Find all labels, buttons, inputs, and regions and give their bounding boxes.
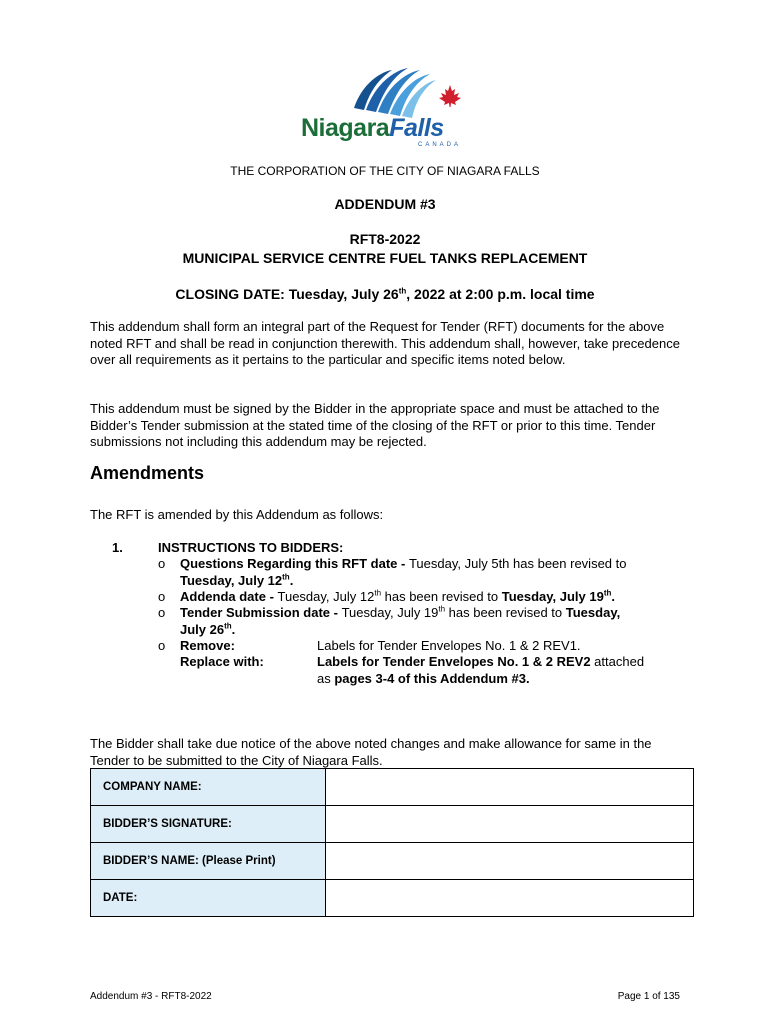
replace-label: Replace with:: [180, 654, 264, 669]
bidder-signature-field[interactable]: [326, 806, 694, 843]
addendum-heading: ADDENDUM #3: [334, 196, 436, 212]
maple-leaf-icon: [438, 84, 462, 108]
remove-label: Remove:: [180, 638, 235, 653]
bullet-marker: o: [158, 605, 166, 620]
bidder-signature-label: BIDDER’S SIGNATURE:: [91, 806, 326, 843]
amendments-heading: Amendments: [90, 463, 205, 483]
date-field[interactable]: [326, 880, 694, 917]
remove-text: Labels for Tender Envelopes No. 1 & 2 REV1.: [317, 638, 581, 653]
bullet-submission-date: Tender Submission date - Tuesday, July 19th has been revised to Tuesday, July 26th.: [180, 604, 621, 637]
niagara-falls-logo: [296, 62, 466, 158]
table-row: [91, 880, 694, 917]
logo-subtitle: CANADA: [418, 142, 462, 148]
item-heading: INSTRUCTIONS TO BIDDERS:: [158, 540, 344, 555]
date-label: DATE:: [91, 880, 326, 917]
document-title: MUNICIPAL SERVICE CENTRE FUEL TANKS REPLACEMENT: [182, 250, 588, 266]
bullet-questions-date: Questions Regarding this RFT date - Tuesday, July 5th has been revised to Tuesday, July 12th.: [180, 556, 627, 588]
footer-document-id: Addendum #3 - RFT8-2022: [90, 991, 212, 1002]
bidder-name-label: BIDDER’S NAME: (Please Print): [91, 843, 326, 880]
rft-number: RFT8-2022: [349, 231, 421, 247]
bullet-marker: o: [158, 589, 166, 604]
bullet-addenda-date: Addenda date - Tuesday, July 12th has been revised to Tuesday, July 19th.: [180, 588, 616, 604]
bullet-marker: o: [158, 638, 166, 653]
paragraph-integral-part: This addendum shall form an integral part of the Request for Tender (RFT) documents for the above noted RFT and shall be read in conjunction therewith. This addendum shall, however, take precedence over all requirements as it pertains to the particular and specific items noted below.: [90, 319, 680, 367]
amendments-intro: The RFT is amended by this Addendum as follows:: [90, 507, 384, 522]
item-number: 1.: [112, 540, 123, 555]
replace-text: Labels for Tender Envelopes No. 1 & 2 REV2 attached as pages 3-4 of this Addendum #3.: [317, 654, 645, 686]
footer-page-number: Page 1 of 135: [617, 991, 680, 1002]
closing-date: CLOSING DATE: Tuesday, July 26th, 2022 at 2:00 p.m. local time: [175, 286, 595, 302]
logo-wordmark: NiagaraFalls: [301, 114, 444, 142]
signature-table: [90, 768, 694, 917]
company-name-label: COMPANY NAME:: [91, 769, 326, 806]
bullet-marker: o: [158, 556, 166, 571]
table-row: [91, 806, 694, 843]
corporation-line: THE CORPORATION OF THE CITY OF NIAGARA FALLS: [230, 164, 540, 178]
closing-paragraph: The Bidder shall take due notice of the above noted changes and make allowance for same in the Tender to be submitted to the City of Niagara Falls.: [90, 736, 652, 768]
table-row: [91, 843, 694, 880]
paragraph-signed-by-bidder: This addendum must be signed by the Bidder in the appropriate space and must be attached to the Bidder’s Tender submission at the stated time of the closing of the RFT or prior to this time. Tender submissions not including this addendum may be rejected.: [90, 401, 660, 449]
company-name-field[interactable]: [326, 769, 694, 806]
bidder-name-field[interactable]: [326, 843, 694, 880]
table-row: [91, 769, 694, 806]
